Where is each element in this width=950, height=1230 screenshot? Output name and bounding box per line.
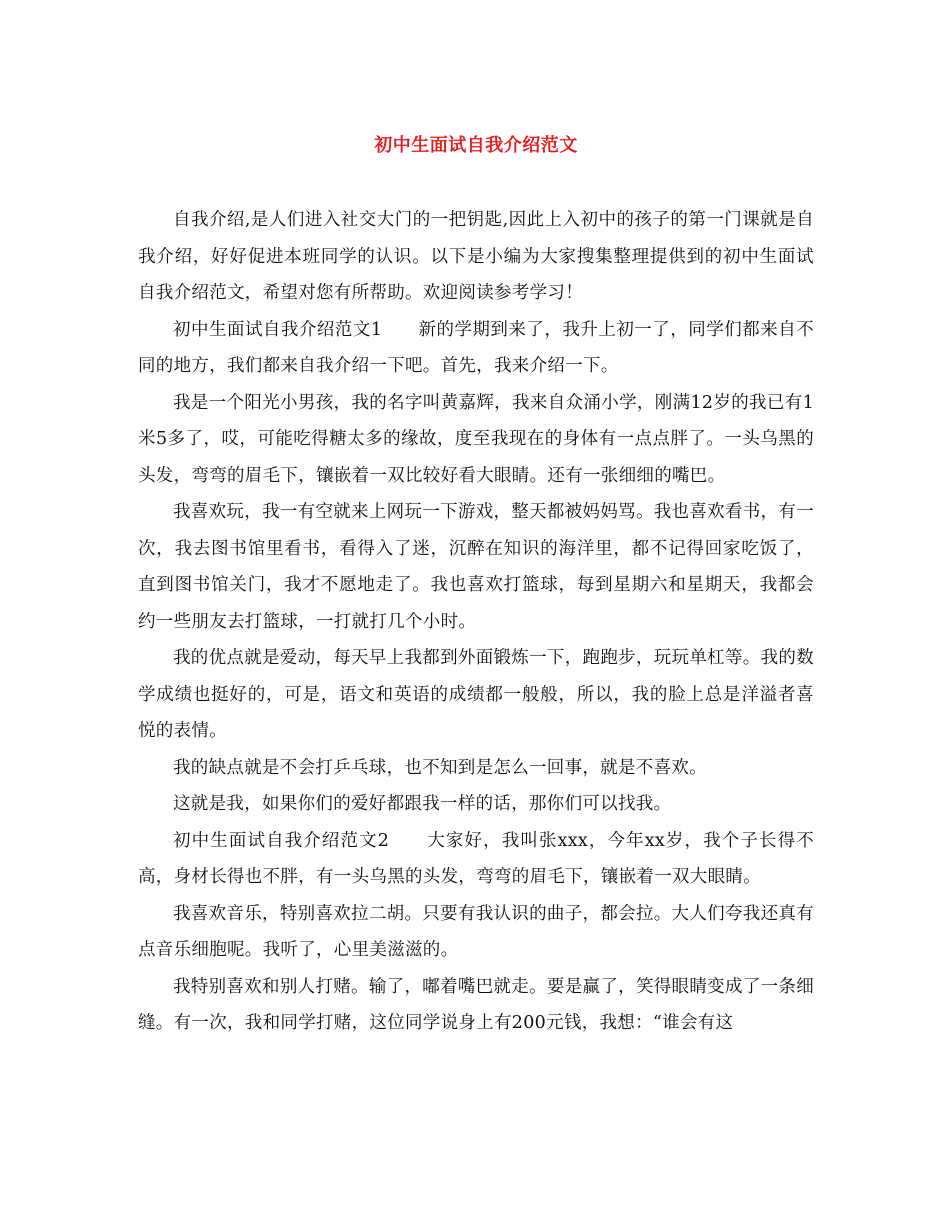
document-body — [138, 202, 814, 1042]
paragraph-strengths: 我的优点就是爱动，每天早上我都到外面锻炼一下，跑跑步，玩玩单杠等。我的数学成绩也挺好的，可是，语文和英语的成绩都一般般，所以，我的脸上总是洋溢者喜悦的表情。 — [138, 648, 814, 741]
paragraph-appearance: 我是一个阳光小男孩，我的名字叫黄嘉辉，我来自众涌小学，刚满12岁的我已有1米5多了，哎，可能吃得糖太多的缘故，度至我现在的身体有一点点胖了。一头乌黑的头发，弯弯的眉毛下，镶嵌着一双比较好看大眼睛。还有一张细细的嘴巴。 — [138, 392, 814, 486]
paragraph-intro: 自我介绍,是人们进入社交大门的一把钥匙,因此上入初中的孩子的第一门课就是自我介绍，好好促进本班同学的认识。以下是小编为大家搜集整理提供到的初中生面试自我介绍范文，希望对您有所帮助。欢迎阅读参考学习！ — [138, 210, 814, 303]
paragraph-music: 我喜欢音乐，特别喜欢拉二胡。只要有我认识的曲子，都会拉。大人们夸我还真有点音乐细胞呢。我听了，心里美滋滋的。 — [138, 903, 814, 960]
paragraph-betting: 我特别喜欢和别人打赌。输了，嘟着嘴巴就走。要是赢了，笑得眼睛变成了一条细缝。有一次，我和同学打赌，这位同学说身上有200元钱，我想：“谁会有这 — [138, 976, 814, 1033]
paragraph-sample-1-heading: 初中生面试自我介绍范文1 新的学期到来了，我升上初一了，同学们都来自不同的地方，我们都来自我介绍一下吧。首先，我来介绍一下。 — [138, 319, 814, 376]
paragraph-hobbies: 我喜欢玩，我一有空就来上网玩一下游戏，整天都被妈妈骂。我也喜欢看书，有一次，我去图书馆里看书，看得入了迷，沉醉在知识的海洋里，都不记得回家吃饭了，直到图书馆关门，我才不愿地走了。我也喜欢打篮球，每到星期六和星期天，我都会约一些朋友去打篮球，一打就打几个小时。 — [138, 502, 814, 632]
paragraph-sample-2-heading: 初中生面试自我介绍范文2 大家好，我叫张xxx，今年xx岁，我个子长得不高，身材长得也不胖，有一头乌黑的头发，弯弯的眉毛下，镶嵌着一双大眼睛。 — [138, 830, 814, 887]
page-title: 初中生面试自我介绍范文 — [374, 135, 578, 156]
paragraph-closing: 这就是我，如果你们的爱好都跟我一样的话，那你们可以找我。 — [173, 794, 672, 814]
paragraph-weaknesses: 我的缺点就是不会打乒乓球，也不知到是怎么一回事，就是不喜欢。 — [173, 757, 707, 778]
